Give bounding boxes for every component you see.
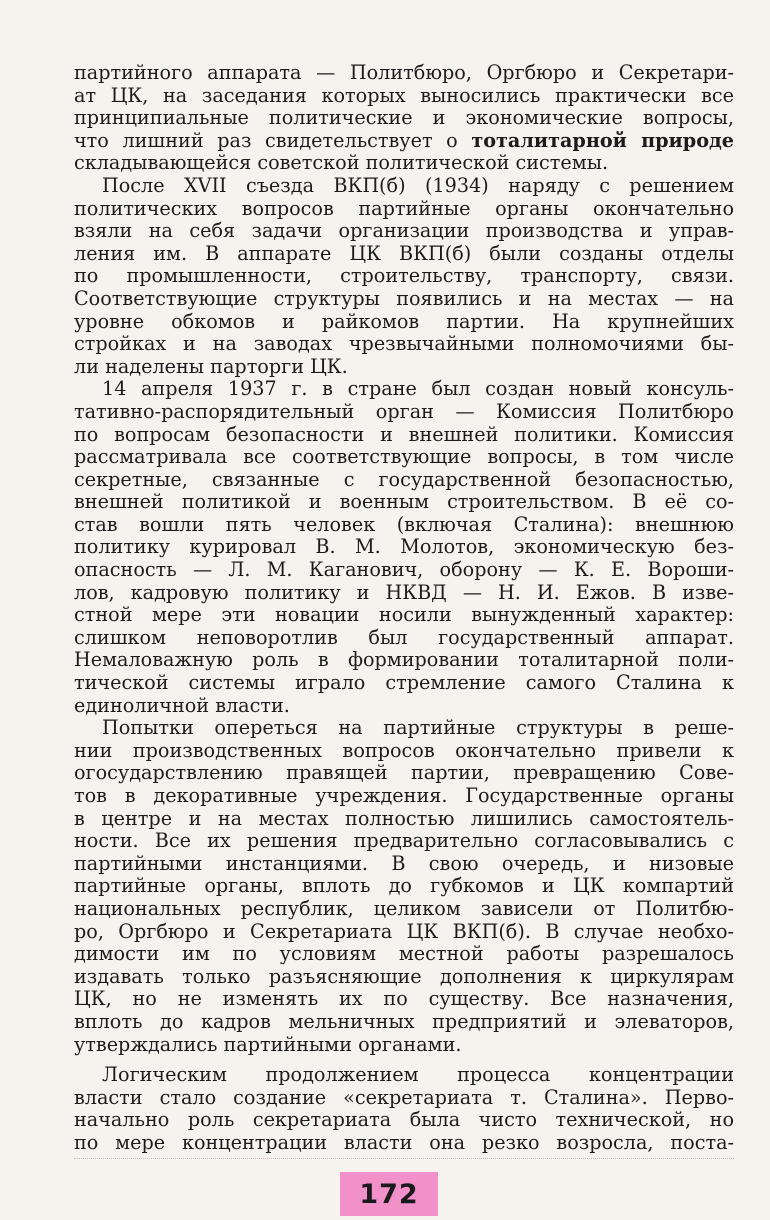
text-line: Логическим продолжением процесса концентрации [102,1063,734,1087]
text-line: по вопросам безопасности и внешней политики. Комиссия [74,422,734,446]
footer-divider [74,1158,734,1159]
text-line: уровне обкомов и райкомов партии. На крупнейших [74,309,734,333]
text-line: 14 апреля 1937 г. в стране был создан новый консуль- [102,377,734,401]
text-line: огосударствлению правящей партии, превращению Сове- [74,761,734,785]
text-line: стройках и на заводах чрезвычайными полномочиями бы- [74,332,734,356]
text-line: единоличной власти. [74,693,290,717]
line-text: что лишний раз свидетельствует о [74,128,472,152]
text-line: ли наделены парторги ЦК. [74,354,348,378]
paragraph [74,175,734,378]
text-line: ности. Все их решения предварительно согласовывались с [74,829,734,853]
text-line: ления им. В аппарате ЦК ВКП(б) были созданы отделы [74,241,734,265]
text-line: ро, Оргбюро и Секретариата ЦК ВКП(б). В случае необхо- [74,919,734,943]
text-line: димости им по условиям местной работы разрешалось [74,942,734,966]
text-line: по мере концентрации власти она резко возросла, поста- [74,1130,734,1154]
text-line: начально роль секретариата была чисто технической, но [74,1108,734,1132]
text-line: по промышленности, строительству, транспорту, связи. [74,264,734,288]
text-line: Соответствующие структуры появились и на местах — на [74,286,734,310]
text-line: политику курировал В. М. Молотов, экономическую без- [74,535,734,559]
text-line: слишком неповоротлив был государственный аппарат. [74,625,734,649]
page-body-text [74,62,734,1155]
emphasis-term: тоталитарной природе [471,128,734,152]
text-line: партийного аппарата — Политбюро, Оргбюро и Секретари- [74,61,734,84]
text-line: лов, кадровую политику и НКВД — Н. И. Ежов. В изве- [74,580,734,604]
text-line: принципиальные политические и экономические вопросы, [74,106,734,130]
text-line: ат ЦК, на заседания которых выносились практически все [74,83,734,107]
text-line: нии производственных вопросов окончательно привели к [74,738,734,762]
text-line-with-emphasis [74,130,734,153]
text-line: политических вопросов партийные органы окончательно [74,196,734,220]
text-line: утверждались партийными органами. [74,1032,462,1056]
text-line: Немаловажную роль в формировании тоталитарной поли- [74,648,734,672]
text-line: опасность — Л. М. Каганович, оборону — К. Е. Вороши- [74,558,734,582]
text-line: Попытки опереться на партийные структуры в реше- [102,716,734,740]
page-number: 172 [359,1178,419,1210]
text-line: взяли на себя задачи организации производства и управ- [74,219,734,243]
text-line: власти стало создание «секретариата т. Сталина». Перво- [74,1085,734,1109]
text-line: партийные органы, вплоть до губкомов и ЦК компартий [74,874,734,898]
page-number-badge [340,1172,438,1216]
text-line: рассматривала все соответствующие вопросы, в том числе [74,445,734,469]
text-line: внешней политикой и военным строительством. В её со- [74,490,734,514]
text-line: стной мере эти новации носили вынужденный характер: [74,603,734,627]
paragraph [74,378,734,717]
text-line: вплоть до кадров мельничных предприятий и элеваторов, [74,1009,734,1033]
text-line: После XVII съезда ВКП(б) (1934) наряду с решением [102,173,734,197]
paragraph [74,717,734,1056]
text-line: тической системы играло стремление самого Сталина к [74,671,734,695]
paragraph [74,62,734,175]
text-line: став вошли пять человек (включая Сталина): внешнюю [74,512,734,536]
text-line: тов в декоративные учреждения. Государственные органы [74,784,734,807]
text-line: издавать только разъясняющие дополнения к циркулярам [74,964,734,988]
text-line: ЦК, но не изменять их по существу. Все назначения, [74,987,734,1011]
text-line: тативно-распорядительный орган — Комиссия Политбюро [74,399,734,423]
paragraph [74,1064,734,1154]
text-line: национальных республик, целиком зависели от Политбю- [74,896,734,920]
text-line: партийными инстанциями. В свою очередь, и низовые [74,851,734,875]
text-line: в центре и на местах полностью лишились самостоятель- [74,806,734,830]
text-line: секретные, связанные с государственной безопасностью, [74,467,734,491]
text-line: складывающейся советской политической системы. [74,151,609,175]
